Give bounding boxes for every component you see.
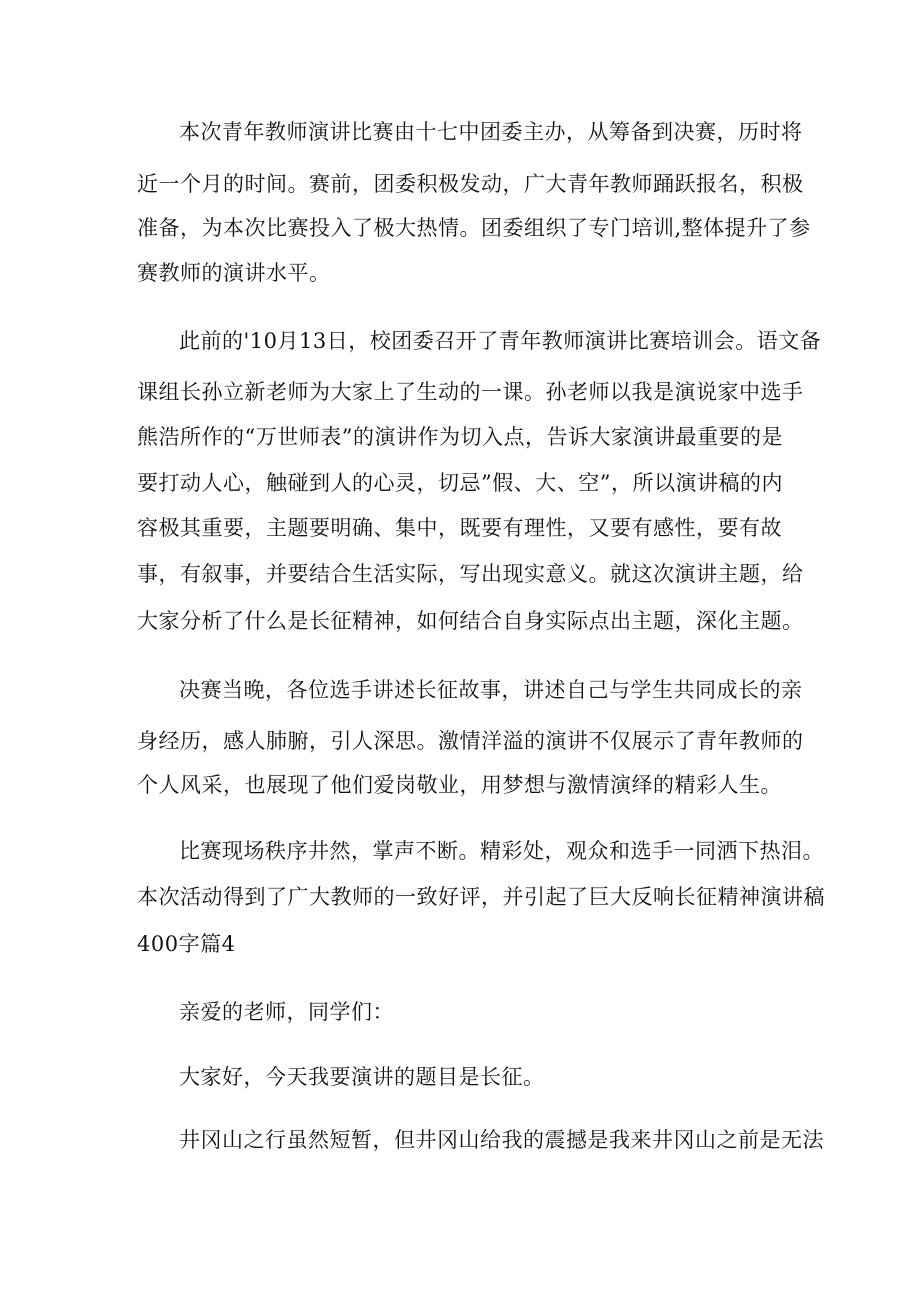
paragraph-1-line-1: 本次青年教师演讲比赛由十七中团委主办，从筹备到决赛，历时将 xyxy=(179,120,803,144)
paragraph-4-line-1: 比赛现场秩序井然，掌声不断。精彩处，观众和选手一同洒下热泪。 xyxy=(179,839,824,863)
paragraph-4-line-2: 本次活动得到了广大教师的一致好评，并引起了巨大反响长征精神演讲稿 xyxy=(137,885,825,909)
paragraph-3-line-2: 身经历，感人肺腑，引人深思。激情洋溢的演讲不仅展示了青年教师的 xyxy=(137,729,804,753)
paragraph-2-line-3: 熊浩所作的“万世师表”的演讲作为切入点，告诉大家演讲最重要的是 xyxy=(137,425,783,449)
paragraph-2-line-2: 课组长孙立新老师为大家上了生动的一课。孙老师以我是演说家中选手 xyxy=(137,380,804,404)
paragraph-4-line-3: 400字篇4 xyxy=(137,932,236,956)
paragraph-1-line-3: 准备，为本次比赛投入了极大热情。团委组织了专门培训,整体提升了参 xyxy=(137,216,811,240)
paragraph-3-line-1: 决赛当晚，各位选手讲述长征故事，讲述自己与学生共同成长的亲 xyxy=(179,678,803,702)
paragraph-2-line-1: 此前的'10月13日，校团委召开了青年教师演讲比赛培训会。语文备 xyxy=(179,329,822,353)
paragraph-2-line-7: 大家分析了什么是长征精神，如何结合自身实际点出主题，深化主题。 xyxy=(137,609,804,633)
paragraph-3-line-3: 个人风采，也展现了他们爱岗敬业，用梦想与激情演绎的精彩人生。 xyxy=(137,773,782,797)
paragraph-2-line-4: 要打动人心，触碰到人的心灵，切忌”假、大、空”，所以演讲稿的内 xyxy=(137,471,783,495)
paragraph-2-line-6: 事，有叙事，并要结合生活实际，写出现实意义。就这次演讲主题，给 xyxy=(137,562,804,586)
paragraph-2-line-5: 容极其重要，主题要明确、集中，既要有理性，又要有感性，要有故 xyxy=(137,516,782,540)
paragraph-7-line-1: 井冈山之行虽然短暂，但井冈山给我的震撼是我来井冈山之前是无法 xyxy=(179,1128,824,1152)
paragraph-1-line-2: 近一个月的时间。赛前，团委积极发动，广大青年教师踊跃报名，积极 xyxy=(137,172,804,196)
salutation: 亲爱的老师，同学们： xyxy=(179,1000,394,1024)
greeting: 大家好，今天我要演讲的题目是长征。 xyxy=(179,1065,545,1089)
paragraph-1-line-4: 赛教师的演讲水平。 xyxy=(137,261,331,285)
